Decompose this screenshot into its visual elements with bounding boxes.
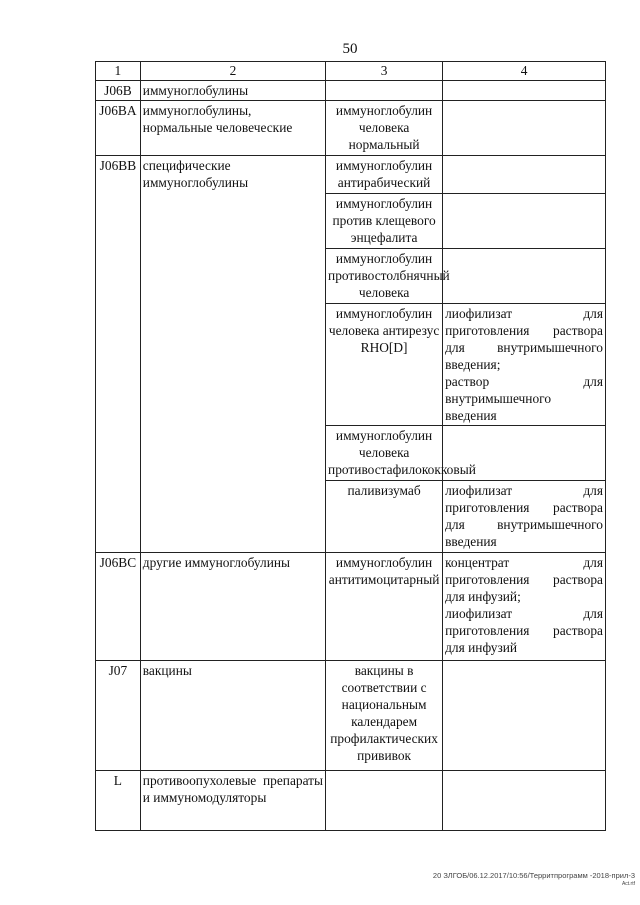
drug-name: иммуноглобулин человека антирезус RHO[D] xyxy=(326,304,443,426)
column-header: 1 xyxy=(96,62,141,81)
drug-name: иммуноглобулин человека нормальный xyxy=(326,101,443,156)
dosage-form xyxy=(443,81,606,101)
drug-list-table xyxy=(95,61,606,831)
table-row xyxy=(96,156,606,194)
dosage-form xyxy=(443,553,606,661)
drug-name: иммуноглобулин антирабический xyxy=(326,156,443,194)
atc-code: J06BA xyxy=(96,101,141,156)
page-number: 50 xyxy=(342,41,358,57)
column-header: 4 xyxy=(443,62,606,81)
column-header: 2 xyxy=(140,62,325,81)
group-name: иммуноглобулины, нормальные человеческие xyxy=(140,101,325,156)
drug-name: паливизумаб xyxy=(326,481,443,553)
footer-file-name: Act.rtf xyxy=(621,881,635,887)
group-name: вакцины xyxy=(140,661,325,771)
drug-name: иммуноглобулин антитимоцитарный xyxy=(326,553,443,661)
drug-name: иммуноглобулин против клещевого энцефалита xyxy=(326,194,443,249)
atc-code: J06B xyxy=(96,81,141,101)
atc-code: J06BC xyxy=(96,553,141,661)
table-row xyxy=(96,81,606,101)
group-name: специфические иммуноглобулины xyxy=(140,156,325,553)
dosage-form-line: концентрат для приготовления раствора для инфузий; xyxy=(445,555,603,604)
atc-code: J06BB xyxy=(96,156,141,553)
drug-name: вакцины в соответствии с национальным календарем профилактических прививок xyxy=(326,661,443,771)
footer-file-path: 20 ЗЛГОБ/06.12.2017/10:56/Территпрограмм -2018-прил-3 xyxy=(432,871,635,880)
drug-name xyxy=(326,81,443,101)
dosage-form xyxy=(443,304,606,426)
table-header-row xyxy=(96,62,606,81)
dosage-form xyxy=(443,249,606,304)
dosage-form xyxy=(443,156,606,194)
group-name: противоопухолевые препараты и иммуномодуляторы xyxy=(140,771,325,831)
dosage-form xyxy=(443,661,606,771)
column-header: 3 xyxy=(326,62,443,81)
drug-name: иммуноглобулин противостолбнячный человека xyxy=(326,249,443,304)
table-row xyxy=(96,101,606,156)
drug-name: иммуноглобулин человека противостафилококковый xyxy=(326,426,443,481)
dosage-form: лиофилизат для приготовления раствора для внутримышечного введения xyxy=(443,481,606,553)
dosage-form-line: лиофилизат для приготовления раствора для внутримышечного введения; xyxy=(445,306,603,372)
dosage-form xyxy=(443,771,606,831)
dosage-form xyxy=(443,101,606,156)
group-name: другие иммуноглобулины xyxy=(140,553,325,661)
dosage-form xyxy=(443,194,606,249)
table-row xyxy=(96,771,606,831)
table-row xyxy=(96,661,606,771)
group-name: иммуноглобулины xyxy=(140,81,325,101)
drug-name xyxy=(326,771,443,831)
dosage-form-line: лиофилизат для приготовления раствора для инфузий xyxy=(445,606,603,655)
document-footer xyxy=(433,871,635,887)
atc-code: L xyxy=(96,771,141,831)
dosage-form-line: раствор для внутримышечного введения xyxy=(445,374,603,423)
table-row xyxy=(96,553,606,661)
atc-code: J07 xyxy=(96,661,141,771)
